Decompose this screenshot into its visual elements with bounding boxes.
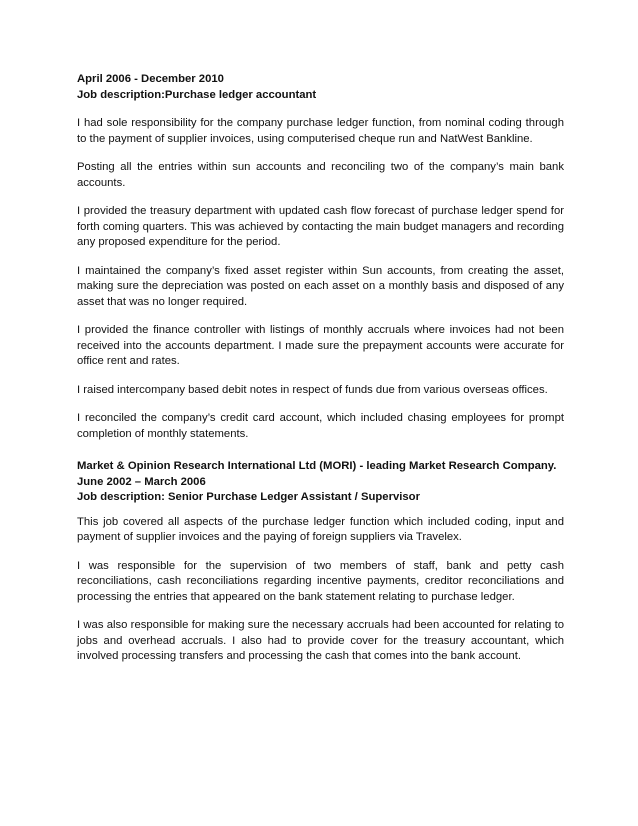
- paragraph: This job covered all aspects of the purchase ledger function which included coding, input and payment of supplier invoices and the paying of foreign suppliers via Travelex.: [77, 515, 564, 543]
- paragraph: I reconciled the company’s credit card account, which included chasing employees for prompt completion of monthly statements.: [77, 412, 564, 440]
- paragraph: I raised intercompany based debit notes in respect of funds due from various overseas offices.: [77, 383, 548, 396]
- paragraph: I had sole responsibility for the company purchase ledger function, from nominal coding through to the payment of supplier invoices, using computerised cheque run and NatWest Bankline.: [77, 117, 564, 145]
- paragraph: I was also responsible for making sure the necessary accruals had been accounted for relating to jobs and overhead accruals. I also had to provide cover for the treasury accountant, which involved processing transfers and processing the cash that comes into the bank account.: [77, 619, 564, 662]
- document-page: [77, 72, 564, 665]
- employer-name: Market & Opinion Research International Ltd (MORI) - leading Market Research Company.: [77, 460, 557, 472]
- paragraph: I was responsible for the supervision of two members of staff, bank and petty cash reconciliations, cash reconciliations regarding incentive payments, creditor reconciliations and processing the entries that appeared on the bank statement relating to purchase ledger.: [77, 559, 564, 603]
- job-heading-1: [77, 72, 564, 103]
- paragraph: I provided the finance controller with listings of monthly accruals where invoices had not been received into the accounts department. I made sure the prepayment accounts were accurate for office rent and rates.: [77, 324, 564, 367]
- paragraph: Posting all the entries within sun accounts and reconciling two of the company’s main bank accounts.: [77, 161, 564, 189]
- job-description-2: Job description: Senior Purchase Ledger Assistant / Supervisor: [77, 491, 420, 503]
- paragraph: I provided the treasury department with updated cash flow forecast of purchase ledger spend for forth coming quarters. This was achieved by contacting the main budget managers and recording any proposed expenditure for the period.: [77, 205, 564, 248]
- job-description-1: Job description:Purchase ledger accountant: [77, 88, 317, 101]
- job-dates-2: June 2002 – March 2006: [77, 475, 206, 488]
- job-dates-1: April 2006 - December 2010: [77, 73, 224, 85]
- paragraph: I maintained the company’s fixed asset register within Sun accounts, from creating the asset, making sure the depreciation was posted on each asset on a monthly basis and disposed of any asset that was no longer required.: [77, 264, 564, 308]
- job-heading-2: [77, 459, 564, 506]
